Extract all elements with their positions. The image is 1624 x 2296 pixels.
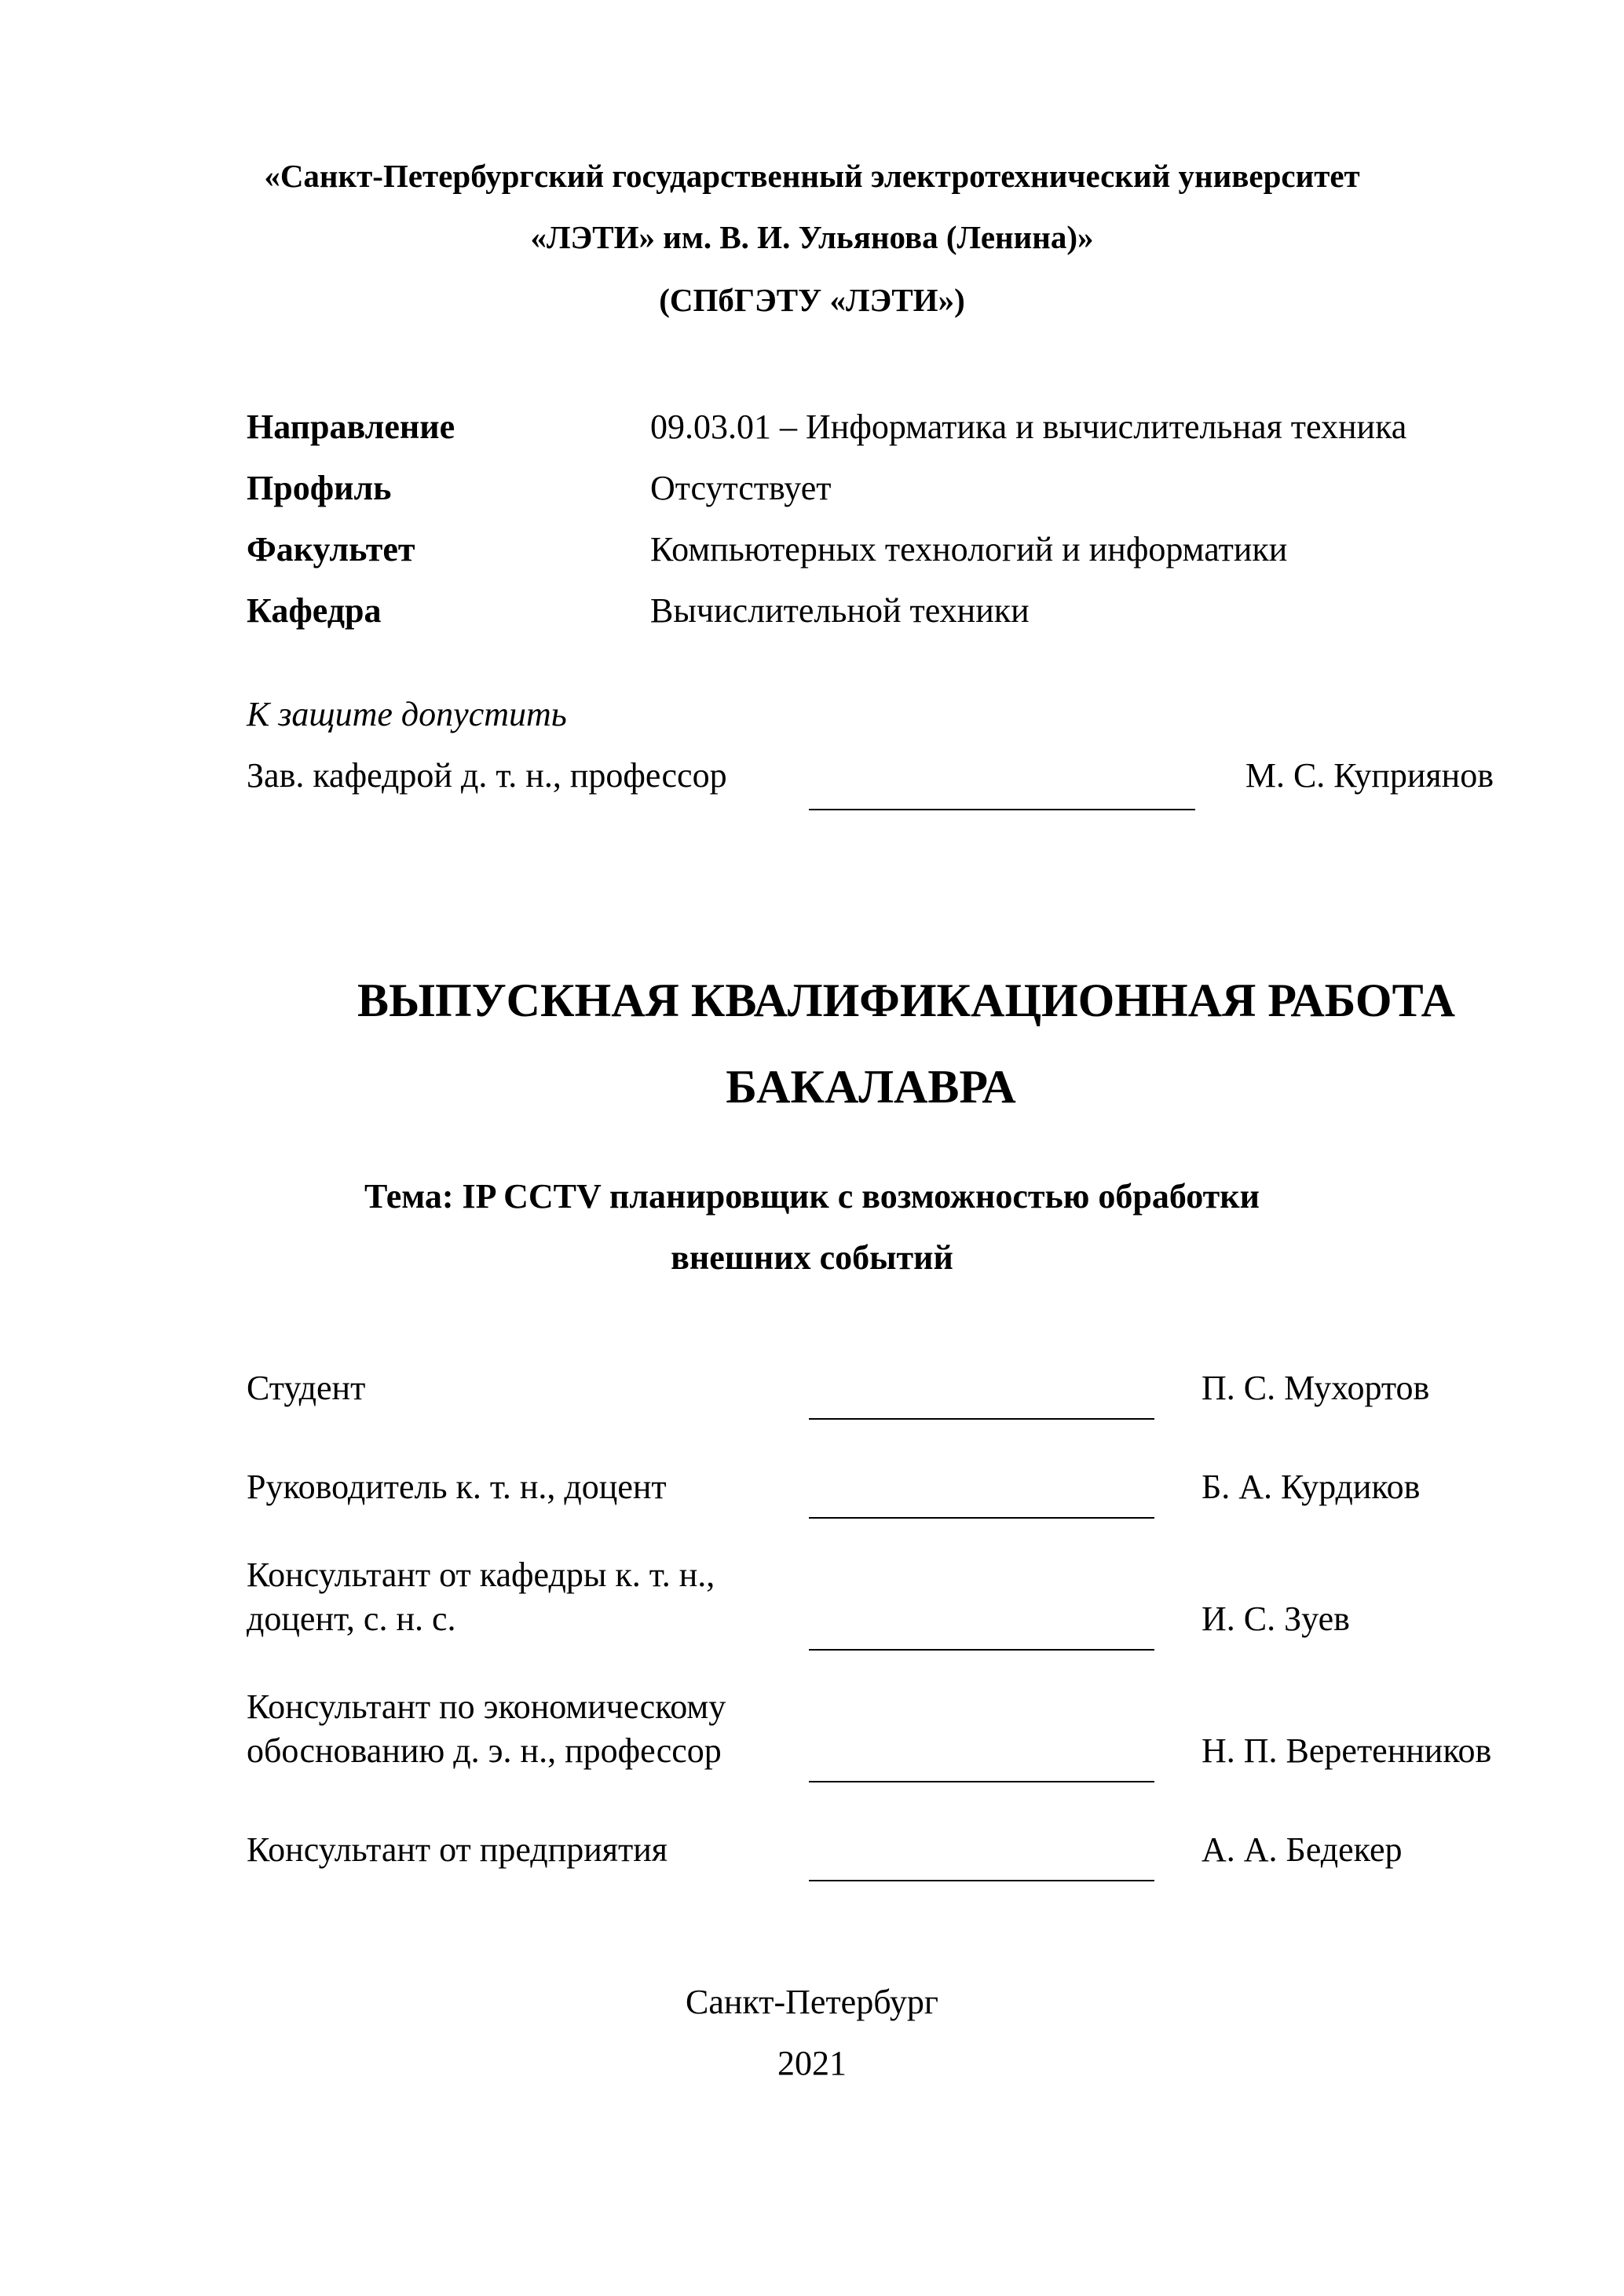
info-value-profile: Отсутствует [650,469,832,507]
approval-signature-line [809,809,1195,810]
thesis-title-line1: ВЫПУСКНАЯ КВАЛИФИКАЦИОННАЯ РАБОТА [357,974,1455,1026]
info-label-direction: Направление [247,408,455,446]
signature-name-econ-consultant: Н. П. Веретенников [1202,1731,1492,1770]
signature-role-dept-consultant-line1: Консультант от кафедры к. т. н., [247,1556,715,1594]
signature-role-enterprise-consultant: Консультант от предприятия [247,1830,668,1869]
signature-line-enterprise-consultant [809,1880,1154,1881]
thesis-topic-line1: Тема: IP CCTV планировщик с возможностью обработки [364,1177,1260,1216]
signature-role-dept-consultant-line2: доцент, с. н. с. [247,1600,456,1638]
university-name-line2: «ЛЭТИ» им. В. И. Ульянова (Ленина)» [530,219,1094,255]
signature-name-supervisor: Б. А. Курдиков [1202,1468,1421,1506]
info-label-faculty: Факультет [247,530,415,569]
signature-role-econ-consultant-line1: Консультант по экономическому [247,1687,726,1726]
signature-role-supervisor: Руководитель к. т. н., доцент [247,1468,667,1506]
thesis-title-line2: БАКАЛАВРА [726,1061,1016,1113]
thesis-topic-line2: внешних событий [671,1238,953,1277]
info-value-direction: 09.03.01 – Информатика и вычислительная техника [650,408,1407,446]
footer-year: 2021 [777,2044,847,2082]
signature-role-econ-consultant-line2: обоснованию д. э. н., профессор [247,1731,722,1770]
signature-name-enterprise-consultant: А. А. Бедекер [1202,1830,1403,1869]
info-value-department: Вычислительной техники [650,591,1030,630]
info-label-department: Кафедра [247,591,382,630]
university-abbreviation: (СПбГЭТУ «ЛЭТИ») [659,282,965,318]
info-value-faculty: Компьютерных технологий и информатики [650,530,1288,569]
approval-name: М. С. Куприянов [1245,756,1494,795]
signature-line-dept-consultant [809,1649,1154,1651]
info-label-profile: Профиль [247,469,392,507]
signature-line-student [809,1418,1154,1420]
approval-role: Зав. кафедрой д. т. н., профессор [247,756,727,795]
signature-line-supervisor [809,1517,1154,1519]
approval-caption: К защите допустить [247,695,567,733]
footer-city: Санкт-Петербург [686,1983,938,2021]
university-name-line1: «Санкт-Петербургский государственный электротехнический университет [264,158,1360,194]
signature-name-dept-consultant: И. С. Зуев [1202,1600,1350,1638]
signature-name-student: П. С. Мухортов [1202,1369,1430,1407]
signature-role-student: Студент [247,1369,366,1407]
signature-line-econ-consultant [809,1781,1154,1782]
